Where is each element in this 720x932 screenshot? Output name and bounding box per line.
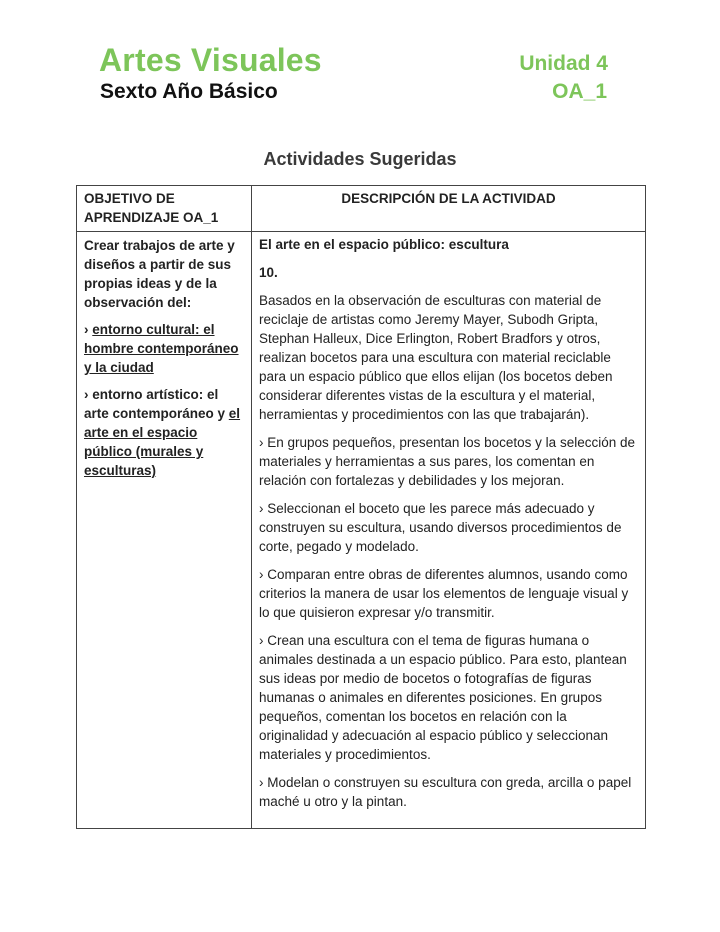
- objective-intro: Crear trabajos de arte y diseños a partir de sus propias ideas y de la observación del:: [84, 238, 235, 310]
- description-cell: [252, 232, 646, 829]
- objective-item: › entorno cultural: el hombre contemporáneo y la ciudad: [84, 322, 239, 375]
- subject-title: Artes Visuales: [99, 42, 322, 78]
- activity-number: 10.: [259, 265, 278, 280]
- objective-item-text: el arte en el espacio público (murales y esculturas): [84, 406, 241, 478]
- objective-cell: [77, 232, 252, 829]
- table-row: [77, 232, 646, 829]
- description-header: DESCRIPCIÓN DE LA ACTIVIDAD: [252, 186, 646, 232]
- objective-item-text: entorno cultural: el hombre contemporáneo y la ciudad: [84, 322, 239, 375]
- activity-title: El arte en el espacio público: escultura: [259, 237, 509, 252]
- activity-paragraph: Basados en la observación de esculturas con material de reciclaje de artistas como Jeremy Mayer, Subodh Gripta, Stephan Halleux, Dice Erlington, Robert Bradfors y otros, realizan bocetos para una escultura con material reciclable para un espacio público que ellos elijan (los bocetos deben considerar diferentes vistas de la escultura y el material, herramientas y procedimientos con las que trabajarán).: [259, 293, 613, 422]
- section-title: Actividades Sugeridas: [263, 149, 457, 169]
- grade-subtitle: Sexto Año Básico: [100, 80, 278, 103]
- table-header-row: [77, 186, 646, 232]
- unit-label: Unidad 4: [519, 52, 608, 75]
- activities-table: [76, 185, 646, 829]
- activity-paragraph: › Modelan o construyen su escultura con greda, arcilla o papel maché u otro y la pintan.: [259, 775, 632, 809]
- objective-header: OBJETIVO DE APRENDIZAJE OA_1: [77, 186, 252, 232]
- activity-paragraph: › En grupos pequeños, presentan los bocetos y la selección de materiales y herramientas a sus pares, los comentan en relación con fortalezas y debilidades y los mejoran.: [259, 435, 635, 488]
- objective-code: OA_1: [552, 80, 607, 103]
- objective-item: › entorno artístico: el arte contemporáneo y el arte en el espacio público (murales y esculturas): [84, 387, 241, 478]
- activity-paragraph: › Seleccionan el boceto que les parece más adecuado y construyen su escultura, usando diversos procedimientos de corte, pegado y modelado.: [259, 501, 622, 554]
- activity-paragraph: › Comparan entre obras de diferentes alumnos, usando como criterios la manera de usar los elementos de lenguaje visual y lo que quisieron expresar y/o transmitir.: [259, 567, 629, 620]
- activity-paragraph: › Crean una escultura con el tema de figuras humana o animales destinada a un espacio público. Para esto, plantean sus ideas por medio de bocetos o fotografías de figuras humanas o animales en diferentes posiciones. En grupos pequeños, comentan los bocetos en relación con la originalidad y adecuación al espacio público y seleccionan materiales y procedimientos.: [259, 633, 627, 762]
